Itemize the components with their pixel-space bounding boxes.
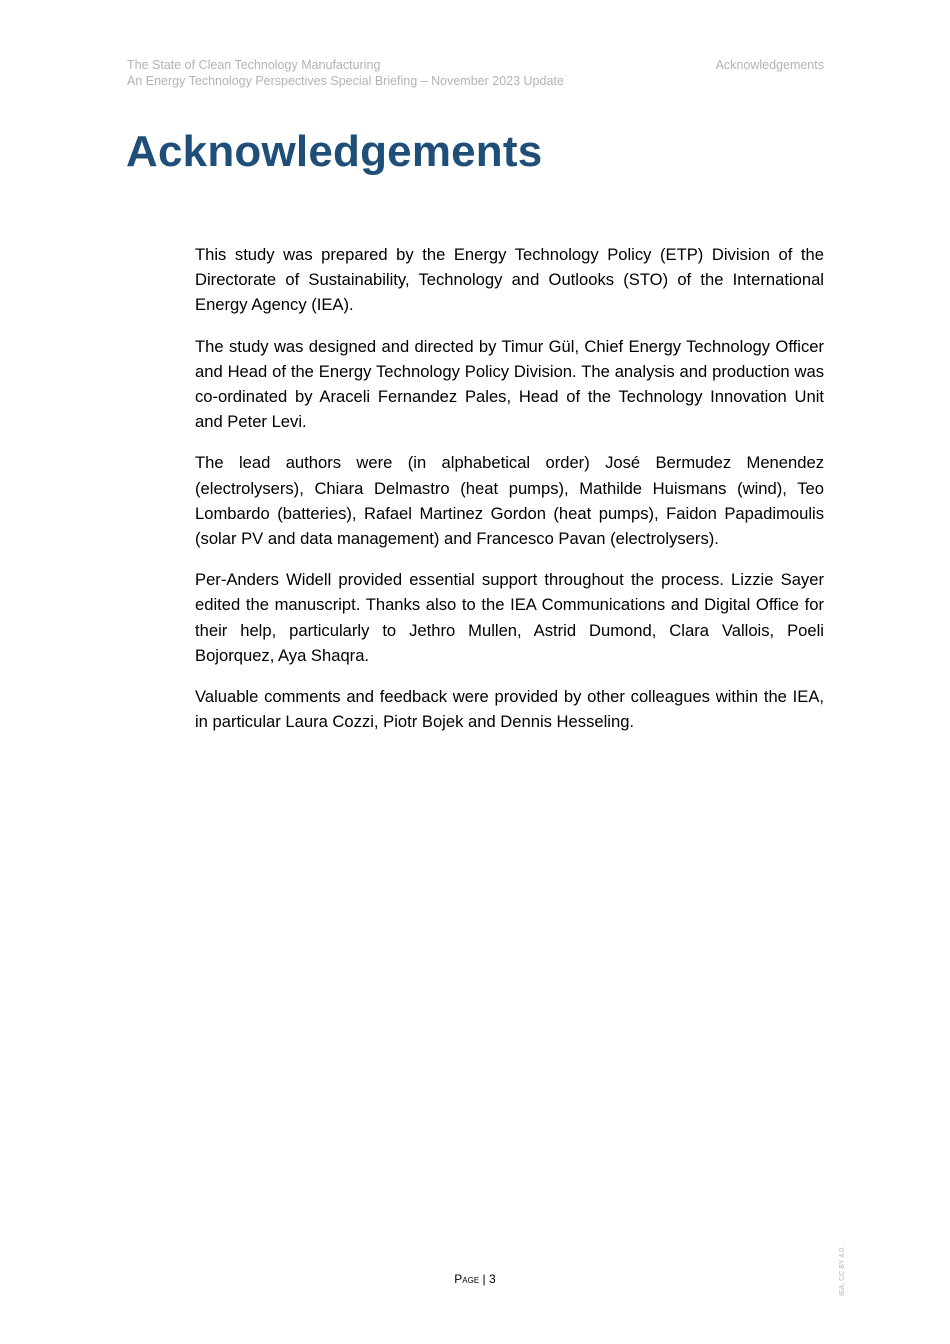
header-report-subtitle: An Energy Technology Perspectives Special Briefing – November 2023 Update [127,74,564,88]
header-report-title: The State of Clean Technology Manufacturing [127,58,381,72]
paragraph-direction: The study was designed and directed by Timur Gül, Chief Energy Technology Officer and Head of the Energy Technology Policy Division. The analysis and production was co-ordinated by Araceli Fernandez Pales, Head of the Technology Innovation Unit and Peter Levi. [195,336,824,432]
paragraph-preparation: This study was prepared by the Energy Technology Policy (ETP) Division of the Directorate of Sustainability, Technology and Outlooks (STO) of the International Energy Agency (IEA). [195,245,824,315]
paragraph-lead-authors: The lead authors were (in alphabetical order) José Bermudez Menendez (electrolysers), Chiara Delmastro (heat pumps), Mathilde Huismans (wind), Teo Lombardo (batteries), Rafael Martinez Gordon (heat pumps), Faidon Papadimoulis (solar PV and data management) and Francesco Pavan (electrolysers). [195,453,824,549]
acknowledgements-body [195,242,824,750]
header-report-info [127,57,564,89]
paragraph-support: Per-Anders Widell provided essential support throughout the process. Lizzie Sayer edited the manuscript. Thanks also to the IEA Communications and Digital Office for their help, particularly to Jethro Mullen, Astrid Dumond, Clara Vallois, Poeli Bojorquez, Aya Shaqra. [195,570,824,665]
page-separator: | [479,1272,489,1286]
license-notice: IEA. CC BY 4.0. [839,1245,846,1296]
page-footer [0,1271,950,1287]
page-number: 3 [489,1272,496,1286]
header-section-label: Acknowledgements [715,58,824,72]
paragraph-feedback: Valuable comments and feedback were provided by other colleagues within the IEA, in particular Laura Cozzi, Piotr Bojek and Dennis Hesseling. [195,687,824,732]
page-label: Page [454,1272,480,1286]
page-title: Acknowledgements [126,127,543,176]
